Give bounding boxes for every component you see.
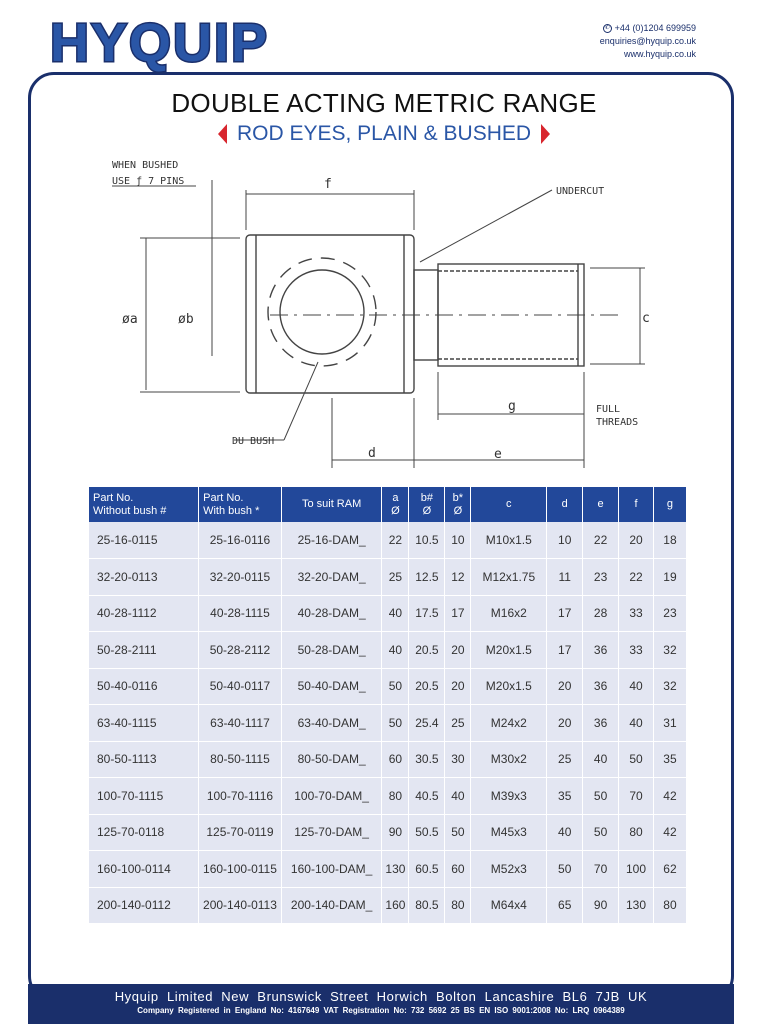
- table-cell: 50-40-0116: [89, 668, 199, 705]
- table-cell: 40: [619, 705, 654, 742]
- email-link[interactable]: enquiries@hyquip.co.uk: [599, 36, 696, 46]
- page-title: DOUBLE ACTING METRIC RANGE: [171, 88, 597, 118]
- column-header: [382, 487, 409, 522]
- column-header: [281, 487, 382, 522]
- table-cell: 100-70-DAM_: [281, 778, 382, 815]
- table-cell: 80-50-DAM_: [281, 741, 382, 778]
- table-cell: 12.5: [409, 559, 445, 596]
- table-cell: 25-16-0115: [89, 522, 199, 559]
- table-cell: 20: [619, 522, 654, 559]
- du-bush-circle: [268, 258, 376, 366]
- table-cell: 23: [583, 559, 619, 596]
- column-header: [445, 487, 471, 522]
- table-cell: 33: [619, 595, 654, 632]
- rod-eye-drawing: [100, 150, 680, 470]
- bore-circle: [280, 270, 364, 354]
- table-cell: 20: [445, 632, 471, 669]
- table-cell: 60: [445, 851, 471, 888]
- footer-registration: Company Registered in England No: 4167649 VAT Registration No: 732 5692 25 BS EN ISO 9001:2008 No: LRQ 0964389: [137, 1006, 625, 1015]
- table-cell: 17: [547, 595, 583, 632]
- table-cell: M30x2: [471, 741, 547, 778]
- table-row: [89, 778, 687, 815]
- table-cell: 100-70-1115: [89, 778, 199, 815]
- table-cell: M64x4: [471, 887, 547, 924]
- column-header: [89, 487, 199, 522]
- table-cell: 17: [445, 595, 471, 632]
- table-cell: 160-100-0115: [199, 851, 282, 888]
- table-cell: 10: [547, 522, 583, 559]
- column-header-line1: Part No.: [203, 491, 244, 504]
- table-cell: 160: [382, 887, 409, 924]
- table-cell: 40-28-1115: [199, 595, 282, 632]
- column-header-line2: Ø: [391, 504, 400, 517]
- column-header-line2: Ø: [453, 504, 463, 517]
- table-cell: 31: [653, 705, 686, 742]
- column-header: [583, 487, 619, 522]
- table-cell: 160-100-0114: [89, 851, 199, 888]
- du-bush-label: DU BUSH: [232, 436, 275, 447]
- table-cell: 25: [547, 741, 583, 778]
- table-cell: 20: [547, 705, 583, 742]
- column-header-line1: g: [666, 498, 674, 510]
- column-header-line1: b*: [452, 491, 464, 504]
- column-header-line1: c: [506, 498, 512, 510]
- table-cell: M39x3: [471, 778, 547, 815]
- dim-b-label: øb: [178, 312, 194, 327]
- contact-block: [600, 22, 696, 61]
- table-cell: 32-20-0115: [199, 559, 282, 596]
- table-cell: M20x1.5: [471, 632, 547, 669]
- phone-number: +44 (0)1204 699959: [614, 23, 696, 33]
- table-cell: 62: [653, 851, 686, 888]
- red-arrow-left-icon: [218, 124, 227, 144]
- table-cell: 32: [653, 668, 686, 705]
- table-cell: 22: [382, 522, 409, 559]
- table-cell: 40-28-1112: [89, 595, 199, 632]
- dim-d-label: d: [368, 446, 376, 461]
- column-header-line1: b#: [420, 491, 434, 504]
- column-header: [619, 487, 654, 522]
- table-cell: 50: [583, 814, 619, 851]
- table-cell: 130: [382, 851, 409, 888]
- table-cell: 80: [445, 887, 471, 924]
- web-link[interactable]: www.hyquip.co.uk: [623, 49, 696, 59]
- table-cell: 50: [547, 851, 583, 888]
- dim-e-label: e: [494, 447, 502, 462]
- table-cell: M52x3: [471, 851, 547, 888]
- table-cell: 36: [583, 705, 619, 742]
- table-cell: 50-28-2112: [199, 632, 282, 669]
- column-header-line1: d: [561, 498, 568, 510]
- column-header-line2: With bush *: [203, 504, 260, 517]
- table-cell: 60.5: [409, 851, 445, 888]
- column-header: [471, 487, 547, 522]
- table-cell: 22: [583, 522, 619, 559]
- table-cell: M12x1.75: [471, 559, 547, 596]
- table-row: [89, 851, 687, 888]
- hyquip-logo: HYQUIP: [50, 13, 270, 73]
- dim-a-label: øa: [122, 312, 138, 327]
- table-body: [89, 522, 687, 924]
- table-cell: 100-70-1116: [199, 778, 282, 815]
- table-cell: 40-28-DAM_: [281, 595, 382, 632]
- table-cell: 35: [547, 778, 583, 815]
- table-cell: 90: [382, 814, 409, 851]
- table-cell: 20: [547, 668, 583, 705]
- subtitle-row: [0, 122, 768, 146]
- table-cell: 25: [445, 705, 471, 742]
- table-row: [89, 668, 687, 705]
- table-cell: 63-40-DAM_: [281, 705, 382, 742]
- table-cell: 40: [547, 814, 583, 851]
- table-cell: 40.5: [409, 778, 445, 815]
- footer-bar: [28, 984, 734, 1024]
- rod-eye-spec-table: [89, 487, 687, 924]
- table-row: [89, 559, 687, 596]
- table-cell: 50.5: [409, 814, 445, 851]
- column-header: [547, 487, 583, 522]
- page-subtitle: ROD EYES, PLAIN & BUSHED: [236, 122, 532, 145]
- table-cell: 22: [619, 559, 654, 596]
- table-cell: 200-140-DAM_: [281, 887, 382, 924]
- table-cell: 50: [382, 705, 409, 742]
- table-cell: 70: [619, 778, 654, 815]
- dim-f-label: f: [324, 177, 332, 192]
- table-cell: 40: [583, 741, 619, 778]
- column-header-line1: a: [392, 491, 399, 504]
- table-cell: 50: [382, 668, 409, 705]
- column-header-line1: f: [634, 498, 638, 510]
- technical-drawing-svg: [100, 150, 680, 470]
- column-header: [653, 487, 686, 522]
- table-cell: 50: [445, 814, 471, 851]
- column-header-line1: e: [597, 498, 604, 510]
- table-cell: 90: [583, 887, 619, 924]
- table-cell: 70: [583, 851, 619, 888]
- table-cell: 33: [619, 632, 654, 669]
- full-threads-label-1: FULL: [596, 404, 621, 415]
- table-cell: 40: [382, 595, 409, 632]
- table-row: [89, 595, 687, 632]
- table-cell: 50-28-2111: [89, 632, 199, 669]
- dim-g-label: g: [508, 399, 516, 414]
- table-cell: 50-28-DAM_: [281, 632, 382, 669]
- table-cell: 19: [653, 559, 686, 596]
- table-cell: 80-50-1115: [199, 741, 282, 778]
- table-cell: 30.5: [409, 741, 445, 778]
- table-cell: 23: [653, 595, 686, 632]
- table-cell: 125-70-0118: [89, 814, 199, 851]
- table-cell: 42: [653, 814, 686, 851]
- table-cell: 80: [653, 887, 686, 924]
- table-cell: M24x2: [471, 705, 547, 742]
- table-cell: 36: [583, 632, 619, 669]
- phone-row: [600, 22, 696, 35]
- table-cell: 32-20-DAM_: [281, 559, 382, 596]
- table-cell: 80: [619, 814, 654, 851]
- table-cell: 125-70-DAM_: [281, 814, 382, 851]
- table-cell: 17.5: [409, 595, 445, 632]
- column-header-line1: Part No.: [93, 491, 134, 504]
- table-cell: 40: [619, 668, 654, 705]
- table-row: [89, 887, 687, 924]
- red-arrow-right-icon: [541, 124, 550, 144]
- table-cell: 63-40-1115: [89, 705, 199, 742]
- table-cell: 18: [653, 522, 686, 559]
- footer-address: Hyquip Limited New Brunswick Street Horwich Bolton Lancashire BL6 7JB UK: [114, 989, 648, 1004]
- column-header-line1: To suit RAM: [301, 498, 362, 510]
- table-cell: 12: [445, 559, 471, 596]
- table-cell: 50-40-0117: [199, 668, 282, 705]
- table-cell: 40: [382, 632, 409, 669]
- table-row: [89, 814, 687, 851]
- table-cell: 32: [653, 632, 686, 669]
- table-cell: 42: [653, 778, 686, 815]
- table-cell: 10.5: [409, 522, 445, 559]
- table-cell: 28: [583, 595, 619, 632]
- table-cell: 80: [382, 778, 409, 815]
- dim-c-label: c: [642, 311, 650, 326]
- phone-icon: ✆: [604, 25, 610, 31]
- table-cell: 200-140-0113: [199, 887, 282, 924]
- table-cell: 40: [445, 778, 471, 815]
- table-cell: 125-70-0119: [199, 814, 282, 851]
- table-cell: M20x1.5: [471, 668, 547, 705]
- table-cell: 160-100-DAM_: [281, 851, 382, 888]
- table-cell: 17: [547, 632, 583, 669]
- full-threads-label-2: THREADS: [596, 417, 639, 428]
- undercut-label: UNDERCUT: [556, 186, 605, 197]
- table-cell: 130: [619, 887, 654, 924]
- table-cell: 50: [583, 778, 619, 815]
- table-cell: 25-16-0116: [199, 522, 282, 559]
- table-cell: 25: [382, 559, 409, 596]
- table-cell: 50: [619, 741, 654, 778]
- table-row: [89, 632, 687, 669]
- table-cell: 10: [445, 522, 471, 559]
- table-cell: 200-140-0112: [89, 887, 199, 924]
- column-header: [199, 487, 282, 522]
- table-cell: 11: [547, 559, 583, 596]
- table-cell: 80-50-1113: [89, 741, 199, 778]
- when-bushed-label-2: USE ƒ 7 PINS: [112, 176, 185, 187]
- column-header: [409, 487, 445, 522]
- table-cell: 80.5: [409, 887, 445, 924]
- table-cell: 36: [583, 668, 619, 705]
- table-cell: 65: [547, 887, 583, 924]
- table-cell: 25-16-DAM_: [281, 522, 382, 559]
- table-cell: 35: [653, 741, 686, 778]
- table-cell: 20.5: [409, 632, 445, 669]
- table-cell: 60: [382, 741, 409, 778]
- table-cell: M45x3: [471, 814, 547, 851]
- table-cell: 63-40-1117: [199, 705, 282, 742]
- table-row: [89, 522, 687, 559]
- table-row: [89, 741, 687, 778]
- table-cell: 50-40-DAM_: [281, 668, 382, 705]
- table-cell: 20.5: [409, 668, 445, 705]
- table-cell: 20: [445, 668, 471, 705]
- table-cell: 32-20-0113: [89, 559, 199, 596]
- table-header-row: [89, 487, 687, 522]
- table-cell: M16x2: [471, 595, 547, 632]
- when-bushed-label-1: WHEN BUSHED: [112, 160, 179, 171]
- table-row: [89, 705, 687, 742]
- table-cell: 30: [445, 741, 471, 778]
- table-cell: 100: [619, 851, 654, 888]
- column-header-line2: Ø: [422, 504, 432, 517]
- table-cell: M10x1.5: [471, 522, 547, 559]
- table-cell: 25.4: [409, 705, 445, 742]
- column-header-line2: Without bush #: [93, 504, 167, 517]
